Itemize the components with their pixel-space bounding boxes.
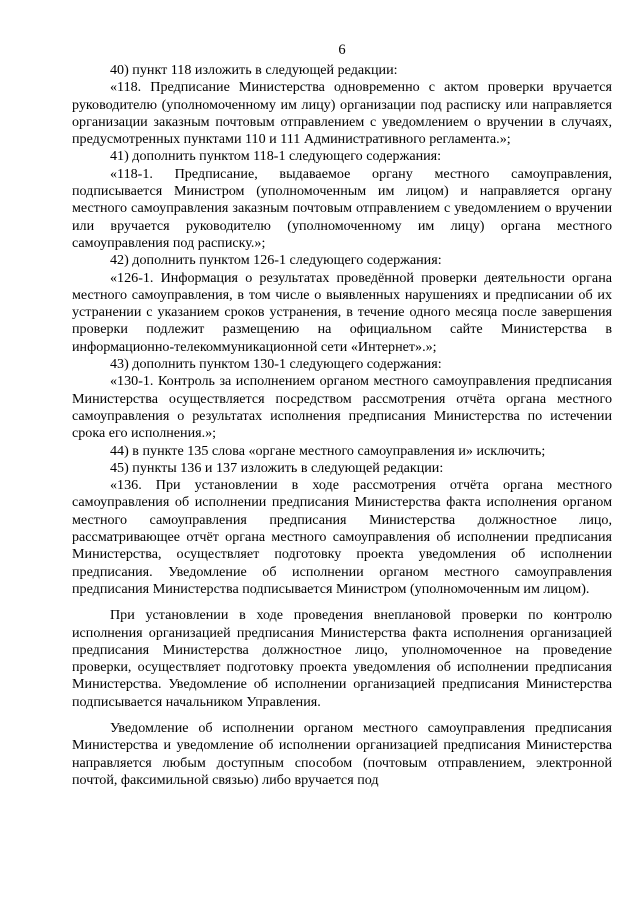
page-number: 6 bbox=[338, 42, 346, 58]
paragraph-118-1: «118-1. Предписание, выдаваемое органу местного самоуправления, подписывается Министром (уполномоченным им лицом) и направляется органу местного самоуправления заказным почтовым отправлением с уведомлением о вручении или вручается руководителю (уполномоченному им лицу) органа местного самоуправления под расписку.»; bbox=[72, 165, 612, 251]
paragraph-item-44: 44) в пункте 135 слова «органе местного самоуправления и» исключить; bbox=[110, 442, 546, 459]
paragraph-item-45: 45) пункты 136 и 137 изложить в следующей редакции: bbox=[110, 459, 444, 476]
paragraph-item-41: 41) дополнить пунктом 118-1 следующего содержания: bbox=[110, 148, 442, 165]
paragraph-item-43: 43) дополнить пунктом 130-1 следующего содержания: bbox=[110, 356, 442, 373]
paragraph-118: «118. Предписание Министерства одновременно с актом проверки вручается руководителю (уполномоченному им лицу) организации под расписку или направляется организации заказным почтовым отправлением с уведомлением о вручении в случаях, предусмотренных пунктами 110 и 111 Административного регламента.»; bbox=[72, 79, 612, 148]
document-page bbox=[72, 0, 612, 905]
paragraph-136-notification: Уведомление об исполнении органом местного самоуправления предписания Министерства и уведомление об исполнении организацией предписания Министерства направляется любым доступным способом (почтовым отправлением, электронной почтой, факсимильной связью) либо вручается под bbox=[72, 719, 612, 788]
paragraph-126-1: «126-1. Информация о результатах проведённой проверки деятельности органа местного самоуправления, в том числе о выявленных нарушениях и предписании об их устранении с указанием сроков устранения, в течение одного месяца после завершения проверки подлежит размещению на официальном сайте Министерства в информационно-телекоммуникационной сети «Интернет».»; bbox=[72, 269, 612, 355]
paragraph-136: «136. При установлении в ходе рассмотрения отчёта органа местного самоуправления об исполнении предписания Министерства факта исполнения органом местного самоуправления предписания Министерства должностное лицо, рассматривающее отчёт органа местного самоуправления об исполнении предписания Министерства, осуществляет подготовку проекта уведомления об исполнении предписания. Уведомление об исполнении органом местного самоуправления предписания Министерства подписывается Министром (уполномоченным им лицом). bbox=[72, 477, 612, 597]
paragraph-130-1: «130-1. Контроль за исполнением органом местного самоуправления предписания Министерства осуществляется посредством рассмотрения отчёта органа местного самоуправления о результатах исполнения предписания Министерства по истечении срока его исполнения.»; bbox=[72, 373, 612, 442]
paragraph-item-40: 40) пункт 118 изложить в следующей редакции: bbox=[110, 62, 398, 78]
paragraph-136-organization: При установлении в ходе проведения внеплановой проверки по контролю исполнения организацией предписания Министерства факта исполнения организацией предписания Министерства должностное лицо, уполномоченное на проведение проверки, осуществляет подготовку проекта уведомления об исполнении предписания Министерства. Уведомление об исполнении организацией предписания Министерства подписывается начальником Управления. bbox=[72, 607, 612, 710]
document-body bbox=[72, 62, 612, 789]
paragraph-item-42: 42) дополнить пунктом 126-1 следующего содержания: bbox=[110, 252, 442, 269]
